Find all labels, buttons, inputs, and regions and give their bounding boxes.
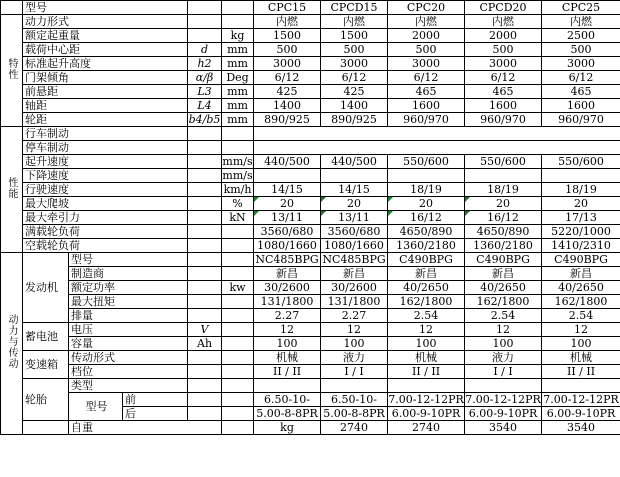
header-label: 型号 xyxy=(23,1,188,15)
row-label: 传动形式 xyxy=(69,351,188,365)
cell: 162/1800 xyxy=(388,295,465,309)
cell: 14/15 xyxy=(321,183,388,197)
cell: I / I xyxy=(465,365,542,379)
row-label: 制造商 xyxy=(69,267,188,281)
cell: 6/12 xyxy=(254,71,321,85)
unit: kw xyxy=(222,281,254,295)
row-label: 标准起升高度 xyxy=(23,57,188,71)
cell: 30/2600 xyxy=(254,281,321,295)
cell: 新昌 xyxy=(388,267,465,281)
table-row xyxy=(1,225,620,239)
unit: kg xyxy=(222,29,254,43)
cell: 3000 xyxy=(388,57,465,71)
cell: 内燃 xyxy=(321,15,388,29)
cell: 131/1800 xyxy=(254,295,321,309)
unit: kN xyxy=(222,211,254,225)
table-row xyxy=(1,15,620,29)
cell: 6.50-10- xyxy=(321,393,388,407)
cell: 500 xyxy=(321,43,388,57)
cell: 1600 xyxy=(388,99,465,113)
group-label: 发动机 xyxy=(23,253,69,323)
unit: kg xyxy=(254,421,321,435)
cell: 1600 xyxy=(542,99,620,113)
row-label: 档位 xyxy=(69,365,188,379)
unit: Ah xyxy=(188,337,222,351)
table-row xyxy=(1,127,620,141)
cell: II / II xyxy=(254,365,321,379)
unit: mm xyxy=(222,85,254,99)
table-row xyxy=(1,309,620,323)
cell: 1500 xyxy=(321,29,388,43)
cell: 13/11 xyxy=(321,211,388,225)
cell: 5.00-8-8PR xyxy=(254,407,321,421)
group-label: 轮胎 xyxy=(23,379,69,421)
unit: Deg xyxy=(222,71,254,85)
cell: 100 xyxy=(321,337,388,351)
cell: 425 xyxy=(321,85,388,99)
cell: 20 xyxy=(465,197,542,211)
cell: 960/970 xyxy=(465,113,542,127)
unit: % xyxy=(222,197,254,211)
table-row xyxy=(1,57,620,71)
model-col: CPC25 xyxy=(542,1,620,15)
cell: 18/19 xyxy=(388,183,465,197)
cell: 20 xyxy=(321,197,388,211)
cell: 2.54 xyxy=(388,309,465,323)
row-label: 额定起重量 xyxy=(23,29,188,43)
table-row xyxy=(1,99,620,113)
cell: 18/19 xyxy=(542,183,620,197)
row-label: 容量 xyxy=(69,337,188,351)
table-row xyxy=(1,43,620,57)
cell: 465 xyxy=(388,85,465,99)
cell: C490BPG xyxy=(465,253,542,267)
cell: 3540 xyxy=(542,421,620,435)
cell: 440/500 xyxy=(321,155,388,169)
cell: 500 xyxy=(465,43,542,57)
cell: 550/600 xyxy=(542,155,620,169)
model-col: CPCD20 xyxy=(465,1,542,15)
table-row xyxy=(1,169,620,183)
row-label: 类型 xyxy=(69,379,188,393)
row-label: 型号 xyxy=(69,393,123,421)
cell: 2500 xyxy=(542,29,620,43)
cell: 20 xyxy=(254,197,321,211)
cell: 2000 xyxy=(465,29,542,43)
unit: mm/s xyxy=(222,155,253,168)
table-row xyxy=(1,183,620,197)
row-label: 型号 xyxy=(69,253,188,267)
cell: 1360/2180 xyxy=(465,239,542,253)
table-row xyxy=(1,29,620,43)
row-label: 自重 xyxy=(69,421,222,435)
cell: NC485BPG xyxy=(322,253,386,266)
table-row xyxy=(1,379,620,393)
cell: 6/12 xyxy=(465,71,542,85)
cell: 2.27 xyxy=(254,309,321,323)
cell: 12 xyxy=(388,323,465,337)
cell: 6.00-9-10PR xyxy=(388,407,465,421)
section-label: 特性 xyxy=(1,15,23,127)
cell: 3000 xyxy=(321,57,388,71)
cell: 12 xyxy=(254,323,321,337)
cell: 2740 xyxy=(388,421,465,435)
cell: 1080/1660 xyxy=(321,239,388,253)
cell: 2.54 xyxy=(465,309,542,323)
cell: 1500 xyxy=(254,29,321,43)
cell: 液力 xyxy=(321,351,388,365)
row-label: 满载轮负荷 xyxy=(23,225,188,239)
symbol: V xyxy=(188,323,222,337)
table-row xyxy=(1,421,620,435)
cell: 3540 xyxy=(465,421,542,435)
cell: 内燃 xyxy=(388,15,465,29)
table-row xyxy=(1,295,620,309)
cell: 500 xyxy=(254,43,321,57)
cell: 500 xyxy=(542,43,620,57)
cell: II / II xyxy=(388,365,465,379)
cell: NC485BPG xyxy=(255,253,319,266)
cell: 960/970 xyxy=(388,113,465,127)
row-label: 行驶速度 xyxy=(23,183,188,197)
cell: 40/2650 xyxy=(465,281,542,295)
cell: 内燃 xyxy=(465,15,542,29)
cell: 425 xyxy=(254,85,321,99)
table-row xyxy=(1,267,620,281)
cell: 5.00-8-8PR xyxy=(321,407,388,421)
cell: 16/12 xyxy=(465,211,542,225)
cell: 2740 xyxy=(321,421,388,435)
row-label: 停车制动 xyxy=(23,141,188,155)
row-label: 最大扭矩 xyxy=(69,295,188,309)
table-row xyxy=(1,141,620,155)
cell: 7.00-12-12PR xyxy=(388,393,464,406)
row-label: 轮距 xyxy=(23,113,188,127)
cell: 16/12 xyxy=(388,211,465,225)
row-label: 起升速度 xyxy=(23,155,188,169)
row-label: 轴距 xyxy=(23,99,188,113)
cell: 6.50-10- xyxy=(254,393,321,407)
cell: 6/12 xyxy=(542,71,620,85)
cell: 12 xyxy=(321,323,388,337)
cell: 890/925 xyxy=(254,113,321,127)
cell: 18/19 xyxy=(465,183,542,197)
section-label: 动力与传动 xyxy=(1,253,23,435)
cell: 3000 xyxy=(465,57,542,71)
unit: km/h xyxy=(222,183,254,197)
cell: 40/2650 xyxy=(388,281,465,295)
group-label: 蓄电池 xyxy=(23,323,69,351)
cell: 6.00-9-10PR xyxy=(542,407,620,421)
group-label: 变速箱 xyxy=(23,351,69,379)
cell: 20 xyxy=(388,197,465,211)
row-label: 后 xyxy=(123,407,188,421)
cell: 960/970 xyxy=(542,113,620,127)
symbol: d xyxy=(188,43,222,57)
model-col: CPC20 xyxy=(388,1,465,15)
table-row xyxy=(1,365,620,379)
cell: 131/1800 xyxy=(321,295,388,309)
cell: 液力 xyxy=(465,351,542,365)
cell: 3000 xyxy=(254,57,321,71)
row-label: 电压 xyxy=(69,323,188,337)
section-label: 性能 xyxy=(1,127,23,253)
row-label: 空载轮负荷 xyxy=(23,239,188,253)
unit: mm xyxy=(222,99,254,113)
row-label: 排量 xyxy=(69,309,188,323)
cell: 40/2650 xyxy=(542,281,620,295)
cell: 机械 xyxy=(254,351,321,365)
symbol: b4/b5 xyxy=(188,113,221,126)
unit: mm/s xyxy=(222,169,253,182)
table-row xyxy=(1,253,620,267)
cell: 4650/890 xyxy=(465,225,542,239)
table-row xyxy=(1,281,620,295)
cell: 6/12 xyxy=(388,71,465,85)
cell: 465 xyxy=(542,85,620,99)
row-label: 最大牵引力 xyxy=(23,211,188,225)
cell: 6.00-9-10PR xyxy=(465,407,542,421)
cell: 100 xyxy=(388,337,465,351)
cell: 500 xyxy=(388,43,465,57)
row-label: 前悬距 xyxy=(23,85,188,99)
table-row xyxy=(1,239,620,253)
row-label: 行车制动 xyxy=(23,127,188,141)
cell: 新昌 xyxy=(254,267,321,281)
model-col: CPCD15 xyxy=(321,1,388,15)
symbol: α/β xyxy=(188,71,222,85)
cell: 550/600 xyxy=(465,155,542,169)
cell: 机械 xyxy=(542,351,620,365)
row-label: 下降速度 xyxy=(23,169,188,183)
cell: 890/925 xyxy=(321,113,388,127)
cell: 3000 xyxy=(542,57,620,71)
symbol: L3 xyxy=(188,85,222,99)
cell: 3560/680 xyxy=(321,225,388,239)
unit: mm xyxy=(222,43,254,57)
unit: mm xyxy=(222,57,254,71)
cell: 2.27 xyxy=(321,309,388,323)
cell: 440/500 xyxy=(254,155,321,169)
cell: 100 xyxy=(542,337,620,351)
table-row xyxy=(1,211,620,225)
cell: 162/1800 xyxy=(542,295,620,309)
cell: 内燃 xyxy=(542,15,620,29)
cell: 14/15 xyxy=(254,183,321,197)
table-row xyxy=(1,71,620,85)
table-row xyxy=(1,197,620,211)
cell: II / II xyxy=(542,365,620,379)
table-row xyxy=(1,351,620,365)
cell: 30/2600 xyxy=(321,281,388,295)
row-label: 额定功率 xyxy=(69,281,188,295)
cell: 新昌 xyxy=(542,267,620,281)
row-label: 门架倾角 xyxy=(23,71,188,85)
cell: 1410/2310 xyxy=(542,239,620,253)
table-row xyxy=(1,393,620,407)
row-label: 前 xyxy=(123,393,188,407)
symbol: L4 xyxy=(188,99,222,113)
cell: C490BPG xyxy=(388,253,465,267)
cell: 1400 xyxy=(321,99,388,113)
cell: 13/11 xyxy=(254,211,321,225)
row-label: 动力形式 xyxy=(23,15,188,29)
cell: 12 xyxy=(465,323,542,337)
table-row xyxy=(1,155,620,169)
cell: 4650/890 xyxy=(388,225,465,239)
cell: 17/13 xyxy=(542,211,620,225)
cell: 7.00-12-12PR xyxy=(543,393,619,406)
cell: 新昌 xyxy=(465,267,542,281)
row-label: 最大爬坡 xyxy=(23,197,188,211)
cell: 1360/2180 xyxy=(388,239,465,253)
cell: 162/1800 xyxy=(465,295,542,309)
cell: 100 xyxy=(254,337,321,351)
table-row xyxy=(1,323,620,337)
cell: C490BPG xyxy=(542,253,620,267)
cell: I / I xyxy=(321,365,388,379)
cell: 12 xyxy=(542,323,620,337)
cell: 100 xyxy=(465,337,542,351)
header-row xyxy=(1,1,620,15)
cell: 机械 xyxy=(388,351,465,365)
cell: 2000 xyxy=(388,29,465,43)
cell: 1400 xyxy=(254,99,321,113)
cell: 3560/680 xyxy=(254,225,321,239)
cell: 新昌 xyxy=(321,267,388,281)
cell: 2.54 xyxy=(542,309,620,323)
cell: 20 xyxy=(542,197,620,211)
cell: 5220/1000 xyxy=(542,225,620,239)
cell: 550/600 xyxy=(388,155,465,169)
cell: 内燃 xyxy=(254,15,321,29)
table-row xyxy=(1,85,620,99)
table-row xyxy=(1,337,620,351)
row-label: 载荷中心距 xyxy=(23,43,188,57)
table-row xyxy=(1,113,620,127)
cell: 1600 xyxy=(465,99,542,113)
cell: 1080/1660 xyxy=(254,239,321,253)
unit: mm xyxy=(222,113,254,127)
symbol: h2 xyxy=(188,57,222,71)
cell: 7.00-12-12PR xyxy=(465,393,541,406)
cell: 6/12 xyxy=(321,71,388,85)
model-col: CPC15 xyxy=(254,1,321,15)
cell: 465 xyxy=(465,85,542,99)
